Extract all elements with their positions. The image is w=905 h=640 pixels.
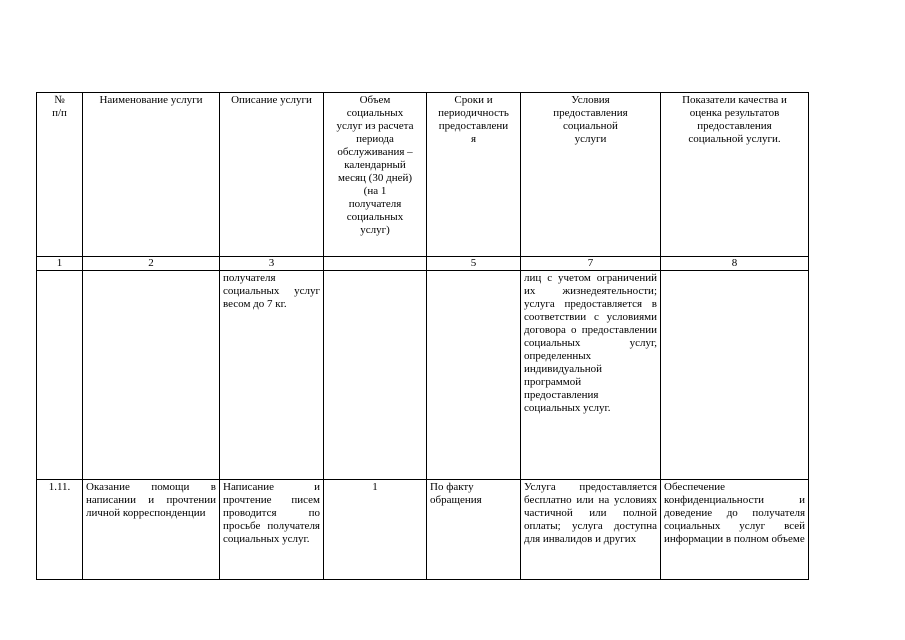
service-name <box>83 271 220 480</box>
table-header-row <box>37 93 809 257</box>
column-number: 5 <box>427 257 521 271</box>
header-terms: Сроки и периодичность предоставлени я <box>427 93 521 257</box>
service-conditions: Услуга предоставляется бесплатно или на условиях частичной или полной оплаты; услуга доступна для инвалидов и других <box>521 480 661 580</box>
service-terms: По факту обращения <box>427 480 521 580</box>
header-quality: Показатели качества и оценка результатов предоставления социальной услуги. <box>661 93 809 257</box>
service-conditions: лиц с учетом ограничений их жизнедеятельности; услуга предоставляется в соответствии с условиями договора о предоставлении социальных услуг, определенных индивидуальной программой предоставления социальных услуг. <box>521 271 661 480</box>
service-volume: 1 <box>324 480 427 580</box>
service-name: Оказание помощи в написании и прочтении личной корреспонденции <box>83 480 220 580</box>
column-number <box>324 257 427 271</box>
column-number: 1 <box>37 257 83 271</box>
table-row <box>37 271 809 480</box>
table-row <box>37 480 809 580</box>
service-description: получателя социальных услуг весом до 7 кг. <box>220 271 324 480</box>
row-number: 1.11. <box>37 480 83 580</box>
header-service-name: Наименование услуги <box>83 93 220 257</box>
column-number-row <box>37 257 809 271</box>
service-quality <box>661 271 809 480</box>
service-quality: Обеспечение конфиденциальности и доведение до получателя социальных услуг всей информации в полном объеме <box>661 480 809 580</box>
column-number: 8 <box>661 257 809 271</box>
column-number: 2 <box>83 257 220 271</box>
service-volume <box>324 271 427 480</box>
services-table <box>36 92 809 580</box>
header-number: № п/п <box>37 93 83 257</box>
column-number: 7 <box>521 257 661 271</box>
column-number: 3 <box>220 257 324 271</box>
service-description: Написание и прочтение писем проводится по просьбе получателя социальных услуг. <box>220 480 324 580</box>
header-conditions: Условия предоставления социальной услуги <box>521 93 661 257</box>
header-service-volume: Объем социальных услуг из расчета периода обслуживания – календарный месяц (30 дней) (на 1 получателя социальных услуг) <box>324 93 427 257</box>
service-terms <box>427 271 521 480</box>
header-service-description: Описание услуги <box>220 93 324 257</box>
row-number <box>37 271 83 480</box>
